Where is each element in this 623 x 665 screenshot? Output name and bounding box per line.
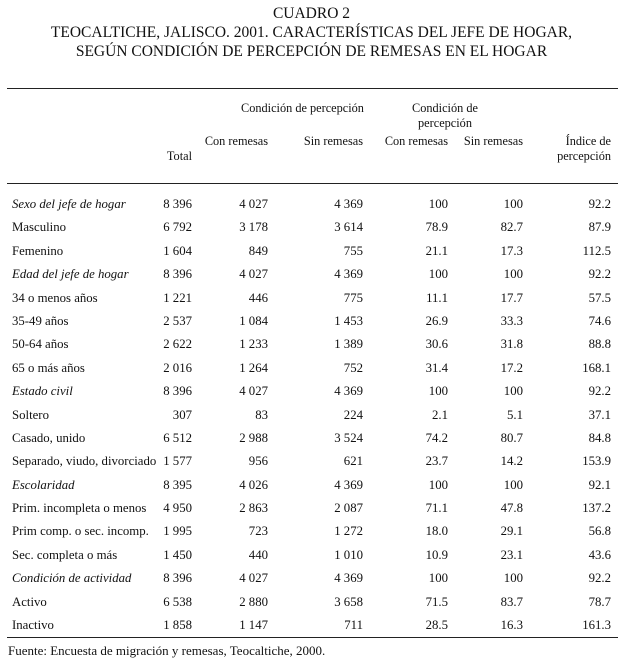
table-row xyxy=(0,427,623,450)
table-cell: 100 xyxy=(428,571,448,586)
row-label: 50-64 años xyxy=(12,337,69,352)
table-row xyxy=(0,520,623,543)
table-cell: 17.2 xyxy=(500,360,523,375)
table-cell: 2 622 xyxy=(163,337,192,352)
table-cell: 31.8 xyxy=(500,337,523,352)
table-cell: 100 xyxy=(428,384,448,399)
table-row xyxy=(0,450,623,473)
table-cell: 100 xyxy=(503,267,523,282)
table-cell: 112.5 xyxy=(582,243,611,258)
table-cell: 37.1 xyxy=(588,407,611,422)
table-cell: 87.9 xyxy=(588,220,611,235)
table-title xyxy=(0,4,623,61)
title-line-2: TEOCALTICHE, JALISCO. 2001. CARACTERÍSTICAS DEL JEFE DE HOGAR, xyxy=(50,24,573,41)
table-cell: 2 988 xyxy=(239,430,268,445)
table-cell: 1 084 xyxy=(239,313,268,328)
table-cell: 100 xyxy=(503,384,523,399)
table-row xyxy=(0,240,623,263)
table-cell: 26.9 xyxy=(425,313,448,328)
table-cell: 83 xyxy=(255,407,268,422)
table-cell: 137.2 xyxy=(582,501,611,516)
table-cell: 100 xyxy=(428,197,448,211)
table-cell: 6 792 xyxy=(163,220,192,235)
table-row xyxy=(0,404,623,427)
table-cell: 2 537 xyxy=(163,313,192,328)
table-cell: 1 147 xyxy=(239,618,268,633)
table-cell: 23.1 xyxy=(500,547,523,562)
table-cell: 33.3 xyxy=(500,313,523,328)
row-label: Prim comp. o sec. incomp. xyxy=(12,524,149,539)
row-label: Estado civil xyxy=(12,384,73,399)
table-cell: 16.3 xyxy=(500,618,523,633)
table-cell: 56.8 xyxy=(588,524,611,539)
row-label: Activo xyxy=(12,594,47,609)
table-cell: 2 087 xyxy=(334,501,363,516)
table-cell: 100 xyxy=(428,477,448,492)
table-cell: 14.2 xyxy=(500,454,523,469)
header-con-remesas: Con remesas xyxy=(204,134,268,148)
table-cell: 92.2 xyxy=(588,197,611,211)
header-total: Total xyxy=(166,149,192,163)
table-cell: 57.5 xyxy=(588,290,611,305)
table-cell: 84.8 xyxy=(588,430,611,445)
table-cell: 2 016 xyxy=(163,360,192,375)
table-cell: 100 xyxy=(503,197,523,211)
table-cell: 1 010 xyxy=(334,547,363,562)
table-cell: 23.7 xyxy=(425,454,448,469)
table-cell: 71.5 xyxy=(425,594,448,609)
table-cell: 29.1 xyxy=(500,524,523,539)
table-cell: 8 396 xyxy=(163,197,192,211)
table-cell: 11.1 xyxy=(426,290,448,305)
table-cell: 17.3 xyxy=(500,243,523,258)
table-cell: 6 538 xyxy=(163,594,192,609)
header-con-remesas-pct: Con remesas xyxy=(384,134,448,148)
row-label: Soltero xyxy=(12,407,49,422)
table-cell: 100 xyxy=(503,571,523,586)
table-cell: 755 xyxy=(343,243,363,258)
table-cell: 78.9 xyxy=(425,220,448,235)
table-row xyxy=(0,380,623,403)
header-sin-remesas-pct: Sin remesas xyxy=(463,134,523,148)
row-label: Separado, viudo, divorciado xyxy=(12,454,157,469)
table-cell: 78.7 xyxy=(588,594,611,609)
table-cell: 4 369 xyxy=(334,197,363,211)
table-cell: 3 524 xyxy=(334,430,363,445)
table-cell: 1 450 xyxy=(163,547,192,562)
row-label: Sexo del jefe de hogar xyxy=(12,197,126,211)
table-row xyxy=(0,310,623,333)
table-cell: 8 396 xyxy=(163,384,192,399)
row-label: Masculino xyxy=(12,220,67,235)
table-cell: 100 xyxy=(428,267,448,282)
row-label: 35-49 años xyxy=(12,313,69,328)
table-cell: 71.1 xyxy=(425,501,448,516)
top-rule xyxy=(7,88,618,89)
table-row xyxy=(0,287,623,310)
table-row xyxy=(0,591,623,614)
table-cell: 92.2 xyxy=(588,384,611,399)
table-cell: 307 xyxy=(172,407,192,422)
table-row xyxy=(0,357,623,380)
table-row xyxy=(0,263,623,286)
table-cell: 4 950 xyxy=(163,501,192,516)
table-cell: 30.6 xyxy=(425,337,448,352)
table-cell: 2 863 xyxy=(239,501,268,516)
table-cell: 10.9 xyxy=(425,547,448,562)
table-row xyxy=(0,614,623,637)
table-cell: 4 369 xyxy=(334,571,363,586)
row-label: 65 o más años xyxy=(12,360,85,375)
header-rule xyxy=(7,183,618,184)
table-cell: 3 614 xyxy=(334,220,363,235)
table-cell: 74.6 xyxy=(588,313,611,328)
table-row xyxy=(0,333,623,356)
table-cell: 2.1 xyxy=(432,407,448,422)
header-sin-remesas: Sin remesas xyxy=(303,134,363,148)
table-cell: 4 369 xyxy=(334,477,363,492)
table-cell: 92.1 xyxy=(588,477,611,492)
table-cell: 80.7 xyxy=(500,430,523,445)
table-row xyxy=(0,193,623,216)
table-cell: 3 658 xyxy=(334,594,363,609)
table-cell: 1 221 xyxy=(163,290,192,305)
row-label: Femenino xyxy=(12,243,64,258)
table-cell: 153.9 xyxy=(582,454,611,469)
row-label: Edad del jefe de hogar xyxy=(12,267,129,282)
table-cell: 1 233 xyxy=(239,337,268,352)
table-cell: 4 369 xyxy=(334,384,363,399)
table-cell: 4 027 xyxy=(239,267,268,282)
header-group-absolute: Condición de percepción xyxy=(241,101,364,115)
table-cell: 31.4 xyxy=(425,360,448,375)
table-cell: 2 880 xyxy=(239,594,268,609)
table-cell: 92.2 xyxy=(588,267,611,282)
row-label: Sec. completa o más xyxy=(12,547,118,562)
table-cell: 752 xyxy=(343,360,363,375)
table-cell: 21.1 xyxy=(425,243,448,258)
table-cell: 5.1 xyxy=(507,407,523,422)
table-cell: 775 xyxy=(343,290,363,305)
table-row xyxy=(0,216,623,239)
table-row xyxy=(0,544,623,567)
row-label: Prim. incompleta o menos xyxy=(12,501,147,516)
table-cell: 711 xyxy=(344,618,363,633)
table-cell: 4 026 xyxy=(239,477,268,492)
table-cell: 723 xyxy=(248,524,268,539)
table-cell: 8 396 xyxy=(163,571,192,586)
table-cell: 4 369 xyxy=(334,267,363,282)
row-label: Escolaridad xyxy=(12,477,75,492)
table-row xyxy=(0,474,623,497)
header-indice: Índice de percepción xyxy=(557,134,611,163)
header-group-percent: Condición de percepción xyxy=(412,101,478,130)
table-cell: 4 027 xyxy=(239,197,268,211)
table-cell: 1 264 xyxy=(239,360,268,375)
table-cell: 1 995 xyxy=(163,524,192,539)
table-cell: 446 xyxy=(248,290,268,305)
table-cell: 100 xyxy=(503,477,523,492)
table-cell: 224 xyxy=(343,407,363,422)
table-cell: 92.2 xyxy=(588,571,611,586)
table-cell: 74.2 xyxy=(425,430,448,445)
row-label: Inactivo xyxy=(12,618,54,633)
table-cell: 956 xyxy=(248,454,268,469)
source-note: Fuente: Encuesta de migración y remesas, Teocaltiche, 2000. xyxy=(8,643,326,658)
bottom-rule xyxy=(7,637,618,638)
row-label: 34 o menos años xyxy=(12,290,98,305)
table-cell: 18.0 xyxy=(425,524,448,539)
table-cell: 47.8 xyxy=(500,501,523,516)
table-cell: 1 272 xyxy=(334,524,363,539)
table-cell: 1 858 xyxy=(163,618,192,633)
table-cell: 168.1 xyxy=(582,360,611,375)
table-cell: 4 027 xyxy=(239,571,268,586)
table-cell: 1 604 xyxy=(163,243,192,258)
title-line-1: CUADRO 2 xyxy=(272,5,351,22)
table-cell: 3 178 xyxy=(239,220,268,235)
table-cell: 88.8 xyxy=(588,337,611,352)
table-cell: 43.6 xyxy=(588,547,611,562)
row-label: Condición de actividad xyxy=(12,571,132,586)
table-cell: 1 389 xyxy=(334,337,363,352)
table-cell: 8 396 xyxy=(163,267,192,282)
table-cell: 621 xyxy=(343,454,363,469)
table-cell: 6 512 xyxy=(163,430,192,445)
table-cell: 161.3 xyxy=(582,618,611,633)
table-cell: 28.5 xyxy=(425,618,448,633)
table-cell: 83.7 xyxy=(500,594,523,609)
table-cell: 4 027 xyxy=(239,384,268,399)
table-cell: 1 577 xyxy=(163,454,192,469)
table-cell: 849 xyxy=(248,243,268,258)
table-cell: 1 453 xyxy=(334,313,363,328)
title-line-3: SEGÚN CONDICIÓN DE PERCEPCIÓN DE REMESAS EN EL HOGAR xyxy=(75,43,548,60)
table-cell: 17.7 xyxy=(500,290,523,305)
table-body xyxy=(0,193,623,637)
table-cell: 440 xyxy=(248,547,268,562)
table-row xyxy=(0,497,623,520)
row-label: Casado, unido xyxy=(12,430,86,445)
table-row xyxy=(0,567,623,590)
table-cell: 8 395 xyxy=(163,477,192,492)
table-cell: 82.7 xyxy=(500,220,523,235)
